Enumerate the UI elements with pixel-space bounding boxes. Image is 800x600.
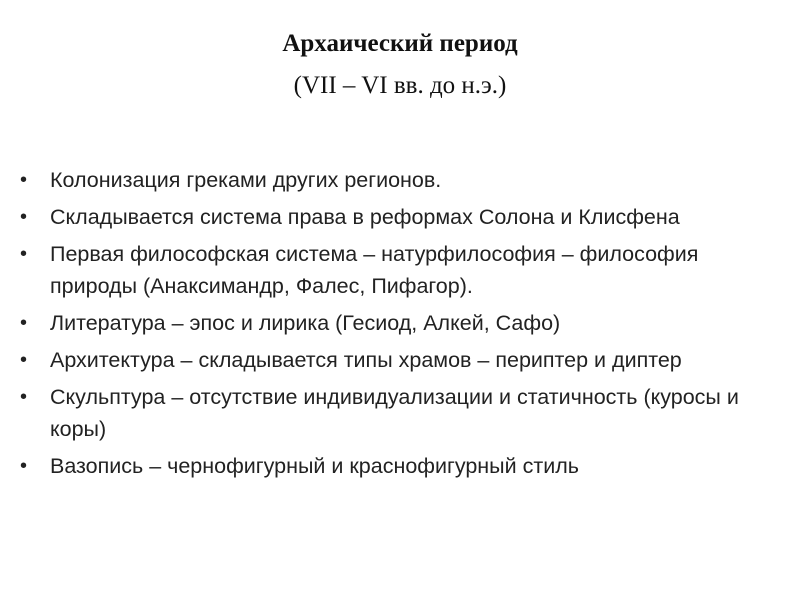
bullet-text: Вазопись – чернофигурный и краснофигурный стиль (50, 454, 579, 478)
bullet-text: Литература – эпос и лирика (Гесиод, Алкей, Сафо) (50, 311, 561, 335)
bullet-item (18, 344, 788, 376)
bullet-text: Складывается система права в реформах Солона и Клисфена (50, 205, 680, 229)
bullet-dot-icon: • (20, 312, 28, 334)
bullet-item (18, 201, 788, 233)
bullet-item (18, 238, 788, 302)
bullet-item (18, 450, 788, 482)
bullet-item (18, 164, 788, 196)
bullet-text: Архитектура – складывается типы храмов – периптер и диптер (50, 348, 682, 372)
bullet-text: Скульптура – отсутствие индивидуализации и статичность (куросы и коры) (50, 385, 739, 441)
bullet-dot-icon: • (20, 169, 28, 191)
slide-subtitle: (VII – VI вв. до н.э.) (293, 72, 507, 99)
bullet-text: Первая философская система – натурфилософия – философия природы (Анаксимандр, Фалес, Пифагор). (50, 242, 699, 298)
bullet-dot-icon: • (20, 386, 28, 408)
bullet-item (18, 381, 788, 445)
bullet-item (18, 307, 788, 339)
bullet-dot-icon: • (20, 206, 28, 228)
title-block (0, 26, 800, 104)
bullet-dot-icon: • (20, 349, 28, 371)
bullet-text: Колонизация греками других регионов. (50, 168, 442, 192)
bullet-dot-icon: • (20, 455, 28, 477)
bullet-dot-icon: • (20, 243, 28, 265)
bullet-list (18, 164, 788, 487)
slide-title: Архаический период (282, 30, 518, 57)
